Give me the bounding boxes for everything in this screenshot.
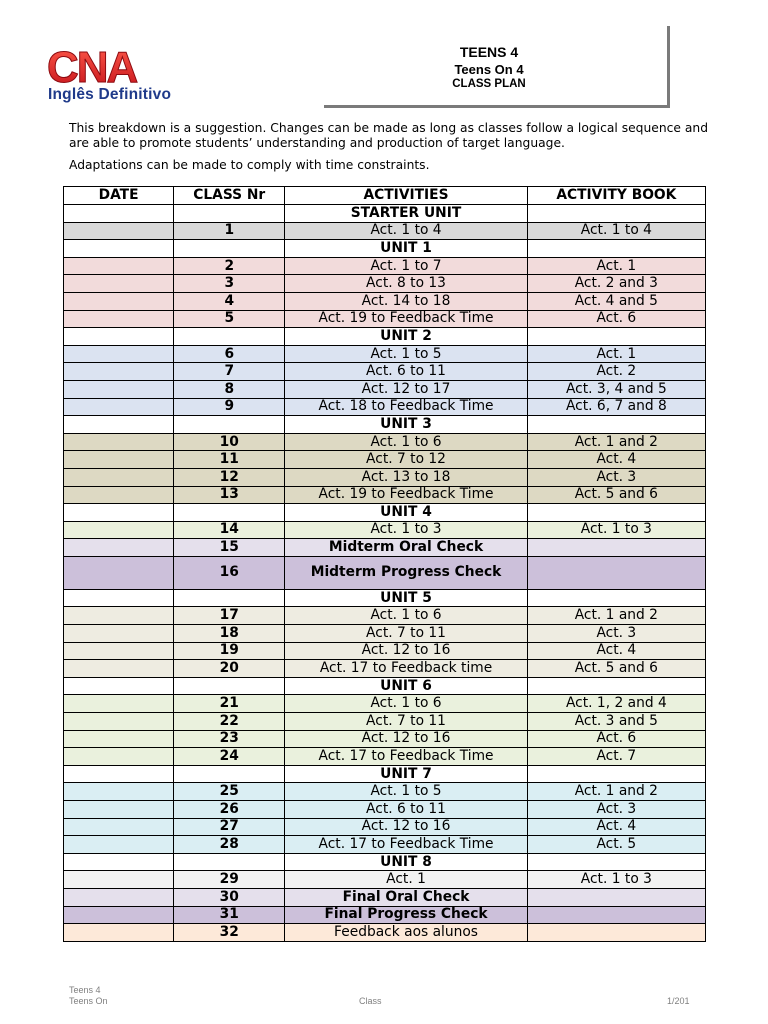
activity-book-cell bbox=[527, 589, 705, 607]
activities-cell: Act. 12 to 17 bbox=[285, 380, 527, 398]
activities-cell: Act. 7 to 11 bbox=[285, 625, 527, 643]
activity-book-cell: Act. 3 and 5 bbox=[527, 713, 705, 731]
table-row bbox=[64, 660, 706, 678]
unit-header-row bbox=[64, 765, 706, 783]
date-cell bbox=[64, 328, 174, 346]
date-cell bbox=[64, 748, 174, 766]
logo-text: CNA bbox=[47, 48, 137, 88]
class-nr-cell bbox=[174, 416, 285, 434]
class-nr-cell: 4 bbox=[174, 292, 285, 310]
unit-header-row bbox=[64, 205, 706, 223]
unit-header-row bbox=[64, 853, 706, 871]
date-cell bbox=[64, 589, 174, 607]
table-row bbox=[64, 398, 706, 416]
activities-cell: UNIT 7 bbox=[285, 765, 527, 783]
activities-cell: Final Oral Check bbox=[285, 888, 527, 906]
activity-book-cell bbox=[527, 677, 705, 695]
class-nr-cell: 12 bbox=[174, 468, 285, 486]
table-row bbox=[64, 924, 706, 942]
class-nr-cell: 3 bbox=[174, 275, 285, 293]
date-cell bbox=[64, 765, 174, 783]
activity-book-cell: Act. 2 and 3 bbox=[527, 275, 705, 293]
date-cell bbox=[64, 486, 174, 504]
date-cell bbox=[64, 275, 174, 293]
table-row bbox=[64, 275, 706, 293]
class-nr-cell: 24 bbox=[174, 748, 285, 766]
date-cell bbox=[64, 556, 174, 589]
activity-book-cell: Act. 3, 4 and 5 bbox=[527, 380, 705, 398]
activities-cell: Act. 14 to 18 bbox=[285, 292, 527, 310]
activities-cell: Midterm Oral Check bbox=[285, 539, 527, 557]
date-cell bbox=[64, 853, 174, 871]
table-row bbox=[64, 836, 706, 854]
class-nr-cell: 25 bbox=[174, 783, 285, 801]
activity-book-cell: Act. 3 bbox=[527, 801, 705, 819]
activities-cell: Act. 12 to 16 bbox=[285, 642, 527, 660]
table-row bbox=[64, 257, 706, 275]
table-row bbox=[64, 310, 706, 328]
date-cell bbox=[64, 607, 174, 625]
class-nr-cell: 9 bbox=[174, 398, 285, 416]
activity-book-cell: Act. 7 bbox=[527, 748, 705, 766]
date-cell bbox=[64, 871, 174, 889]
header-activity-book: ACTIVITY BOOK bbox=[527, 187, 705, 205]
activity-book-cell bbox=[527, 205, 705, 223]
footer-left-line1: Teens 4 bbox=[69, 985, 101, 995]
unit-header-row bbox=[64, 504, 706, 522]
header-right-rule bbox=[667, 26, 670, 108]
class-nr-cell: 30 bbox=[174, 888, 285, 906]
class-nr-cell: 14 bbox=[174, 521, 285, 539]
intro-text bbox=[69, 121, 709, 180]
activities-cell: Act. 12 to 16 bbox=[285, 730, 527, 748]
class-nr-cell bbox=[174, 205, 285, 223]
class-nr-cell: 31 bbox=[174, 906, 285, 924]
class-nr-cell: 5 bbox=[174, 310, 285, 328]
table-row bbox=[64, 748, 706, 766]
activity-book-cell: Act. 5 and 6 bbox=[527, 660, 705, 678]
unit-header-row bbox=[64, 589, 706, 607]
table-row bbox=[64, 888, 706, 906]
brand-tagline: Inglês Definitivo bbox=[48, 86, 172, 103]
intro-paragraph-2: Adaptations can be made to comply with time constraints. bbox=[69, 158, 430, 172]
date-cell bbox=[64, 539, 174, 557]
activity-book-cell: Act. 4 bbox=[527, 642, 705, 660]
table-row bbox=[64, 539, 706, 557]
class-nr-cell: 15 bbox=[174, 539, 285, 557]
class-nr-cell: 21 bbox=[174, 695, 285, 713]
activities-cell: Act. 17 to Feedback Time bbox=[285, 748, 527, 766]
class-nr-cell: 2 bbox=[174, 257, 285, 275]
footer-page-number: 1/201 bbox=[667, 996, 690, 1006]
activities-cell: Act. 19 to Feedback Time bbox=[285, 486, 527, 504]
activities-cell: Act. 8 to 13 bbox=[285, 275, 527, 293]
activities-cell: UNIT 1 bbox=[285, 240, 527, 258]
footer-left-line2: Teens On bbox=[69, 996, 108, 1006]
activity-book-cell bbox=[527, 328, 705, 346]
activity-book-cell bbox=[527, 556, 705, 589]
table-row bbox=[64, 607, 706, 625]
table-row bbox=[64, 433, 706, 451]
date-cell bbox=[64, 451, 174, 469]
activities-cell: Act. 7 to 11 bbox=[285, 713, 527, 731]
activities-cell: Act. 17 to Feedback Time bbox=[285, 836, 527, 854]
class-nr-cell bbox=[174, 853, 285, 871]
activities-cell: Act. 18 to Feedback Time bbox=[285, 398, 527, 416]
table-row bbox=[64, 451, 706, 469]
class-nr-cell: 8 bbox=[174, 380, 285, 398]
class-nr-cell: 29 bbox=[174, 871, 285, 889]
activities-cell: UNIT 2 bbox=[285, 328, 527, 346]
date-cell bbox=[64, 363, 174, 381]
activity-book-cell bbox=[527, 924, 705, 942]
class-plan-table bbox=[63, 186, 706, 942]
activities-cell: UNIT 8 bbox=[285, 853, 527, 871]
activities-cell: UNIT 6 bbox=[285, 677, 527, 695]
activities-cell: Act. 1 to 6 bbox=[285, 433, 527, 451]
table-row bbox=[64, 292, 706, 310]
class-nr-cell: 13 bbox=[174, 486, 285, 504]
date-cell bbox=[64, 504, 174, 522]
date-cell bbox=[64, 730, 174, 748]
activity-book-cell bbox=[527, 240, 705, 258]
activities-cell: Act. 7 to 12 bbox=[285, 451, 527, 469]
date-cell bbox=[64, 783, 174, 801]
date-cell bbox=[64, 416, 174, 434]
activity-book-cell bbox=[527, 539, 705, 557]
activity-book-cell bbox=[527, 888, 705, 906]
table-row bbox=[64, 871, 706, 889]
class-nr-cell: 32 bbox=[174, 924, 285, 942]
activities-cell: Midterm Progress Check bbox=[285, 556, 527, 589]
class-nr-cell: 19 bbox=[174, 642, 285, 660]
table-row bbox=[64, 222, 706, 240]
date-cell bbox=[64, 801, 174, 819]
class-nr-cell bbox=[174, 240, 285, 258]
date-cell bbox=[64, 818, 174, 836]
date-cell bbox=[64, 836, 174, 854]
activities-cell: Act. 13 to 18 bbox=[285, 468, 527, 486]
activities-cell: Act. 1 to 3 bbox=[285, 521, 527, 539]
activity-book-cell: Act. 1 and 2 bbox=[527, 433, 705, 451]
activities-cell: Act. 17 to Feedback time bbox=[285, 660, 527, 678]
table-row bbox=[64, 625, 706, 643]
class-nr-cell: 27 bbox=[174, 818, 285, 836]
activities-cell: Act. 1 to 4 bbox=[285, 222, 527, 240]
class-nr-cell: 11 bbox=[174, 451, 285, 469]
header-date: DATE bbox=[64, 187, 174, 205]
activity-book-cell: Act. 2 bbox=[527, 363, 705, 381]
date-cell bbox=[64, 257, 174, 275]
table-row bbox=[64, 486, 706, 504]
class-nr-cell bbox=[174, 677, 285, 695]
class-nr-cell: 16 bbox=[174, 556, 285, 589]
date-cell bbox=[64, 433, 174, 451]
table-row bbox=[64, 521, 706, 539]
table-header-row bbox=[64, 187, 706, 205]
activity-book-cell bbox=[527, 416, 705, 434]
activity-book-cell: Act. 4 and 5 bbox=[527, 292, 705, 310]
activity-book-cell: Act. 3 bbox=[527, 468, 705, 486]
date-cell bbox=[64, 345, 174, 363]
table-row bbox=[64, 730, 706, 748]
table-row bbox=[64, 695, 706, 713]
activities-cell: Act. 19 to Feedback Time bbox=[285, 310, 527, 328]
footer-center: Class bbox=[359, 996, 382, 1006]
unit-header-row bbox=[64, 677, 706, 695]
activity-book-cell: Act. 4 bbox=[527, 818, 705, 836]
activity-book-cell bbox=[527, 504, 705, 522]
activities-cell: Act. 6 to 11 bbox=[285, 363, 527, 381]
activities-cell: Act. 1 to 6 bbox=[285, 607, 527, 625]
activity-book-cell: Act. 1 to 3 bbox=[527, 871, 705, 889]
header-activities: ACTIVITIES bbox=[285, 187, 527, 205]
table-body bbox=[64, 205, 706, 942]
date-cell bbox=[64, 642, 174, 660]
date-cell bbox=[64, 398, 174, 416]
activity-book-cell: Act. 1 bbox=[527, 257, 705, 275]
activity-book-cell: Act. 6 bbox=[527, 730, 705, 748]
date-cell bbox=[64, 906, 174, 924]
date-cell bbox=[64, 240, 174, 258]
activities-cell: UNIT 4 bbox=[285, 504, 527, 522]
date-cell bbox=[64, 924, 174, 942]
date-cell bbox=[64, 625, 174, 643]
date-cell bbox=[64, 292, 174, 310]
class-nr-cell: 26 bbox=[174, 801, 285, 819]
activities-cell: Act. 1 to 5 bbox=[285, 783, 527, 801]
unit-header-row bbox=[64, 416, 706, 434]
header-class-nr: CLASS Nr bbox=[174, 187, 285, 205]
date-cell bbox=[64, 677, 174, 695]
activities-cell: UNIT 3 bbox=[285, 416, 527, 434]
class-nr-cell: 22 bbox=[174, 713, 285, 731]
activity-book-cell bbox=[527, 853, 705, 871]
activities-cell: Act. 1 to 5 bbox=[285, 345, 527, 363]
activities-cell: Final Progress Check bbox=[285, 906, 527, 924]
date-cell bbox=[64, 660, 174, 678]
activity-book-cell: Act. 5 and 6 bbox=[527, 486, 705, 504]
activities-cell: Act. 12 to 16 bbox=[285, 818, 527, 836]
class-nr-cell: 20 bbox=[174, 660, 285, 678]
class-nr-cell: 10 bbox=[174, 433, 285, 451]
table-row bbox=[64, 906, 706, 924]
date-cell bbox=[64, 713, 174, 731]
table-row bbox=[64, 818, 706, 836]
unit-header-row bbox=[64, 328, 706, 346]
activities-cell: Act. 1 to 7 bbox=[285, 257, 527, 275]
header-box bbox=[324, 26, 670, 108]
class-nr-cell bbox=[174, 589, 285, 607]
class-nr-cell bbox=[174, 504, 285, 522]
table-row bbox=[64, 468, 706, 486]
activities-cell: UNIT 5 bbox=[285, 589, 527, 607]
date-cell bbox=[64, 888, 174, 906]
class-nr-cell: 1 bbox=[174, 222, 285, 240]
date-cell bbox=[64, 380, 174, 398]
activities-cell: STARTER UNIT bbox=[285, 205, 527, 223]
date-cell bbox=[64, 310, 174, 328]
activity-book-cell bbox=[527, 906, 705, 924]
class-nr-cell: 28 bbox=[174, 836, 285, 854]
class-nr-cell: 17 bbox=[174, 607, 285, 625]
date-cell bbox=[64, 205, 174, 223]
table-row bbox=[64, 642, 706, 660]
table-row bbox=[64, 556, 706, 589]
date-cell bbox=[64, 468, 174, 486]
class-nr-cell bbox=[174, 328, 285, 346]
intro-paragraph-1: This breakdown is a suggestion. Changes can be made as long as classes follow a logical sequence and are able to promote students’ understanding and production of target language. bbox=[69, 121, 708, 150]
table-row bbox=[64, 345, 706, 363]
activity-book-cell: Act. 1 and 2 bbox=[527, 607, 705, 625]
table-row bbox=[64, 380, 706, 398]
activity-book-cell: Act. 4 bbox=[527, 451, 705, 469]
table-row bbox=[64, 801, 706, 819]
class-nr-cell: 18 bbox=[174, 625, 285, 643]
activity-book-cell: Act. 6, 7 and 8 bbox=[527, 398, 705, 416]
activity-book-cell: Act. 1 to 3 bbox=[527, 521, 705, 539]
activity-book-cell: Act. 1 bbox=[527, 345, 705, 363]
cna-logo-mark bbox=[46, 48, 196, 88]
header-level-title: TEENS 4 bbox=[459, 44, 519, 60]
header-course-title: Teens On 4 bbox=[454, 62, 524, 77]
activity-book-cell: Act. 1 and 2 bbox=[527, 783, 705, 801]
header-doc-type: CLASS PLAN bbox=[452, 78, 526, 90]
activity-book-cell: Act. 1, 2 and 4 bbox=[527, 695, 705, 713]
class-nr-cell: 7 bbox=[174, 363, 285, 381]
class-nr-cell: 23 bbox=[174, 730, 285, 748]
class-nr-cell bbox=[174, 765, 285, 783]
activity-book-cell: Act. 5 bbox=[527, 836, 705, 854]
activities-cell: Act. 1 to 6 bbox=[285, 695, 527, 713]
activity-book-cell bbox=[527, 765, 705, 783]
class-nr-cell: 6 bbox=[174, 345, 285, 363]
header-bottom-rule bbox=[324, 105, 670, 108]
table-row bbox=[64, 783, 706, 801]
date-cell bbox=[64, 222, 174, 240]
activities-cell: Act. 6 to 11 bbox=[285, 801, 527, 819]
activities-cell: Feedback aos alunos bbox=[285, 924, 527, 942]
table-row bbox=[64, 363, 706, 381]
activity-book-cell: Act. 6 bbox=[527, 310, 705, 328]
date-cell bbox=[64, 695, 174, 713]
table-row bbox=[64, 713, 706, 731]
activity-book-cell: Act. 1 to 4 bbox=[527, 222, 705, 240]
activities-cell: Act. 1 bbox=[285, 871, 527, 889]
date-cell bbox=[64, 521, 174, 539]
unit-header-row bbox=[64, 240, 706, 258]
activity-book-cell: Act. 3 bbox=[527, 625, 705, 643]
